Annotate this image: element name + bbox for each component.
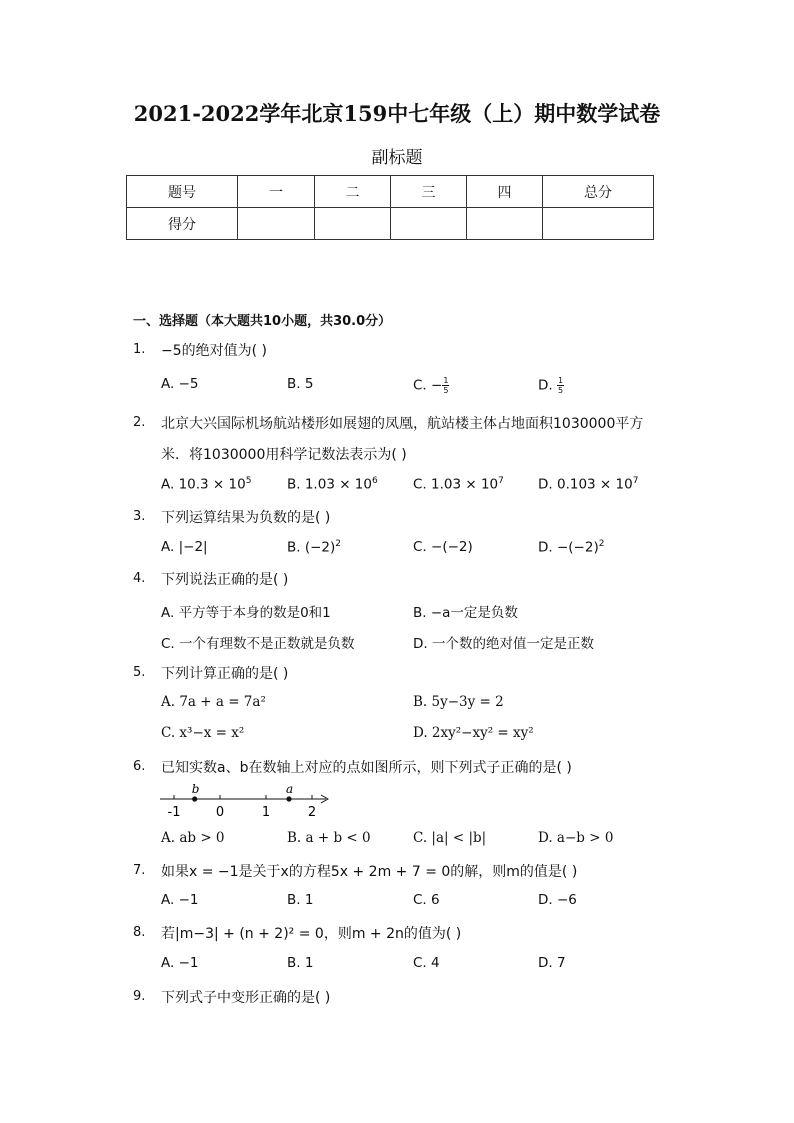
option-b: B. −a一定是负数 — [413, 605, 518, 621]
question-number: 6. — [133, 759, 146, 774]
option-a: A. 7a + a = 7a² — [161, 694, 266, 710]
option-d: D. 一个数的绝对值一定是正数 — [413, 636, 594, 652]
option-c: C. −(−2) — [413, 539, 473, 555]
score-table-score-row — [127, 208, 654, 240]
question-text: 下列说法正确的是( ) — [161, 572, 289, 588]
option-d: D. 2xy²−xy² = xy² — [413, 725, 534, 741]
number-line-point — [286, 796, 291, 801]
question-number: 7. — [133, 863, 146, 878]
option-b: B. $1.03 \times 10^6$ — [287, 476, 378, 493]
option-c: C. 4 — [413, 955, 440, 971]
question-number: 2. — [133, 415, 146, 430]
question-text: 已知实数a、b在数轴上对应的点如图所示，则下列式子正确的是( ) — [161, 760, 572, 776]
option-c — [413, 376, 449, 395]
option-d — [538, 376, 564, 395]
number-line-point-label: b — [191, 782, 200, 796]
option-a: A. −1 — [161, 955, 199, 971]
option-c: C. $1.03 \times 10^7$ — [413, 476, 504, 493]
option-b: B. 1 — [287, 955, 314, 971]
option-c: C. x³−x = x² — [161, 725, 245, 741]
number-line-point-label: a — [286, 782, 294, 796]
score-cell — [543, 208, 654, 240]
option-d: D. $0.103 \times 10^7$ — [538, 476, 639, 493]
option-a: A. ab > 0 — [161, 830, 225, 846]
option-d: D. −6 — [538, 892, 577, 908]
score-header-cell: 二 — [315, 176, 391, 208]
number-line-tick-label: -1 — [167, 805, 181, 820]
option-c-label: C. − — [413, 377, 443, 394]
option-a: A. −1 — [161, 892, 199, 908]
option-c: C. 6 — [413, 892, 440, 908]
score-cell — [391, 208, 467, 240]
question-text: 若|m−3| + (n + 2)² = 0，则m + 2n的值为( ) — [161, 926, 462, 942]
question-number: 3. — [133, 509, 146, 524]
question-number: 4. — [133, 571, 146, 586]
option-a: A. −5 — [161, 376, 199, 392]
question-text: 下列运算结果为负数的是( ) — [161, 510, 331, 526]
question-text-line2: 米．将1030000用科学记数法表示为( ) — [161, 447, 407, 463]
score-header-cell: 四 — [467, 176, 543, 208]
exam-title: 2021-2022学年北京159中七年级（上）期中数学试卷 — [133, 101, 661, 126]
option-b: B. a + b < 0 — [287, 830, 371, 846]
option-c: C. |a| < |b| — [413, 830, 487, 846]
question-number: 5. — [133, 665, 146, 680]
number-line-tick-label: 0 — [215, 805, 225, 820]
option-a: A. $10.3 \times 10^5$ — [161, 476, 252, 493]
score-cell — [238, 208, 315, 240]
score-header-cell: 一 — [238, 176, 315, 208]
fraction: $\frac{1}{5}$ — [443, 376, 449, 395]
exam-subtitle: 副标题 — [371, 148, 423, 168]
score-table-header-row — [127, 176, 654, 208]
question-number: 9. — [133, 989, 146, 1004]
option-b: B. 5y−3y = 2 — [413, 694, 504, 710]
question-text: −5的绝对值为( ) — [161, 343, 268, 359]
score-table — [126, 175, 654, 240]
fraction: $\frac{1}{5}$ — [557, 376, 564, 395]
question-number: 8. — [133, 925, 146, 940]
option-a: A. |−2| — [161, 539, 208, 555]
question-number: 1. — [133, 342, 146, 357]
option-a: A. 平方等于本身的数是0和1 — [161, 605, 331, 621]
section-heading: 一、选择题（本大题共10小题，共30.0分） — [133, 314, 392, 329]
option-b: B. 1 — [287, 892, 314, 908]
score-header-cell: 三 — [391, 176, 467, 208]
option-d: D. a−b > 0 — [538, 830, 614, 846]
option-b: B. 5 — [287, 376, 314, 392]
option-c: C. 一个有理数不是正数就是负数 — [161, 636, 355, 652]
question-text: 下列计算正确的是( ) — [161, 666, 289, 682]
question-text: 北京大兴国际机场航站楼形如展翅的凤凰，航站楼主体占地面积1030000平方 — [161, 416, 644, 432]
number-line-tick-label: 1 — [261, 805, 271, 820]
question-text: 如果x = −1是关于x的方程5x + 2m + 7 = 0的解，则m的值是( ) — [161, 864, 578, 880]
score-header-cell: 题号 — [127, 176, 238, 208]
score-cell — [467, 208, 543, 240]
number-line-tick-label: 2 — [307, 805, 317, 820]
number-line-point — [192, 796, 197, 801]
question-text: 下列式子中变形正确的是( ) — [161, 990, 331, 1006]
option-b: B. $(-2)^2$ — [287, 539, 342, 556]
option-d: D. 7 — [538, 955, 566, 971]
option-d-label: D. — [538, 377, 557, 394]
score-cell — [315, 208, 391, 240]
score-row-label: 得分 — [127, 208, 238, 240]
score-header-cell: 总分 — [543, 176, 654, 208]
option-d: D. $-(-2)^2$ — [538, 539, 605, 556]
number-line-figure — [160, 780, 335, 820]
